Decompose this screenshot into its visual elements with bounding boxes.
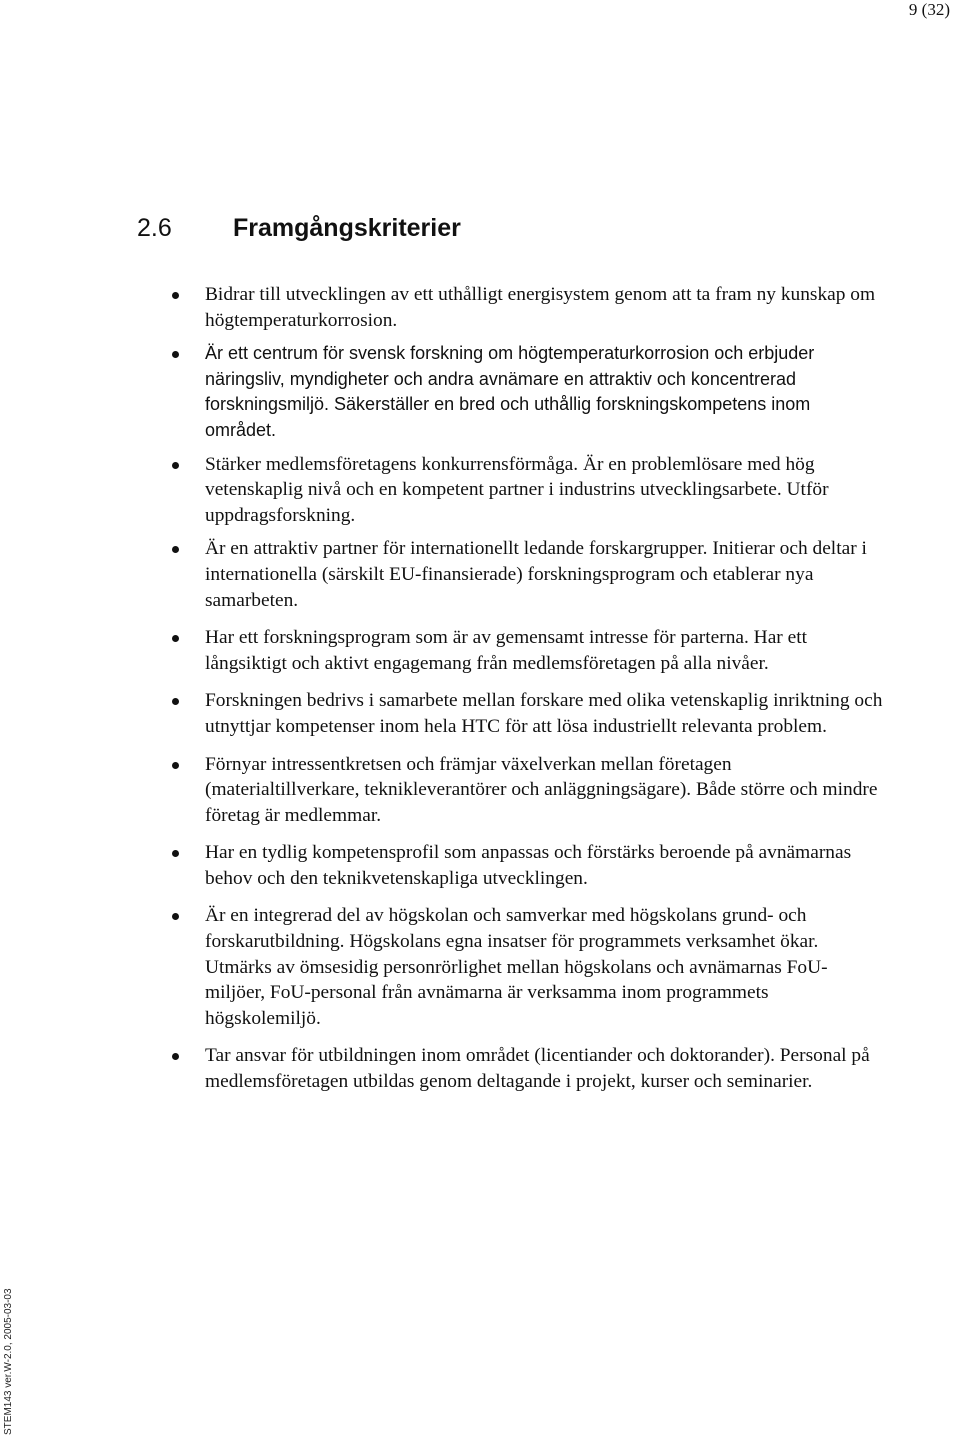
section-number: 2.6 <box>137 214 172 242</box>
bullet-icon <box>172 462 179 469</box>
bullet-icon <box>172 546 179 553</box>
list-item <box>205 752 885 829</box>
list-item <box>205 282 885 333</box>
list-item-text: Är ett centrum för svensk forskning om högtemperaturkorrosion och erbjuder näringsliv, myndigheter och andra avnämare en attraktiv och koncentrerad forskningsmiljö. Säkerställer en bred och uthållig forskningskompetens inom området. <box>205 343 815 440</box>
bullet-icon <box>172 1053 179 1060</box>
list-item <box>205 341 885 443</box>
page-number: 9 (32) <box>908 0 950 19</box>
bullet-icon <box>172 635 179 642</box>
list-item-text: Har en tydlig kompetensprofil som anpassas och förstärks beroende på avnämarnas behov och den teknikvetenskapliga utvecklingen. <box>205 842 852 889</box>
list-item <box>205 452 885 529</box>
list-item-text: Är en attraktiv partner för internationellt ledande forskargrupper. Initierar och deltar i internationella (särskilt EU-finansierade) forskningsprogram och etablerar nya samarbeten. <box>205 538 867 611</box>
bullet-icon <box>172 292 179 299</box>
bullet-icon <box>172 351 179 358</box>
list-item-text: Stärker medlemsföretagens konkurrensförmåga. Är en problemlösare med hög vetenskaplig nivå och en kompetent partner i industrins utvecklingsarbete. Utför uppdragsforskning. <box>205 453 829 526</box>
criteria-list <box>205 282 885 1107</box>
bullet-icon <box>172 698 179 705</box>
section-heading <box>137 212 461 244</box>
section-title: Framgångskriterier <box>233 214 461 242</box>
document-version-footer: STEM143 ver.W-2.0, 2005-03-03 <box>3 1288 14 1435</box>
list-item <box>205 903 885 1031</box>
list-item-text: Är en integrerad del av högskolan och samverkar med högskolans grund- och forskarutbildning. Högskolans egna insatser för programmets verksamhet ökar. Utmärks av ömsesidig personrörlighet mellan högskolans och avnämarnas FoU-miljöer, FoU-personal från avnämarna är verksamma inom programmets högskolemiljö. <box>205 905 828 1029</box>
list-item-text: Forskningen bedrivs i samarbete mellan forskare med olika vetenskaplig inriktning och utnyttjar kompetenser inom hela HTC för att lösa industriellt relevanta problem. <box>205 690 883 737</box>
list-item <box>205 536 885 613</box>
list-item <box>205 688 885 739</box>
list-item-text: Förnyar intressentkretsen och främjar växelverkan mellan företagen (materialtillverkare, teknikleverantörer och anläggningsägare). Både större och mindre företag är medlemmar. <box>205 753 878 826</box>
bullet-icon <box>172 850 179 857</box>
bullet-icon <box>172 762 179 769</box>
list-item <box>205 625 885 676</box>
bullet-icon <box>172 913 179 920</box>
list-item <box>205 840 885 891</box>
list-item-text: Tar ansvar för utbildningen inom området (licentiander och doktorander). Personal på medlemsföretagen utbildas genom deltagande i projekt, kurser och seminarier. <box>205 1045 870 1093</box>
list-item-text: Bidrar till utvecklingen av ett uthålligt energisystem genom att ta fram ny kunskap om högtemperaturkorrosion. <box>205 284 876 331</box>
list-item <box>205 1043 885 1094</box>
list-item-text: Har ett forskningsprogram som är av gemensamt intresse för parterna. Har ett långsiktigt och aktivt engagemang från medlemsföretagen på alla nivåer. <box>205 627 807 674</box>
